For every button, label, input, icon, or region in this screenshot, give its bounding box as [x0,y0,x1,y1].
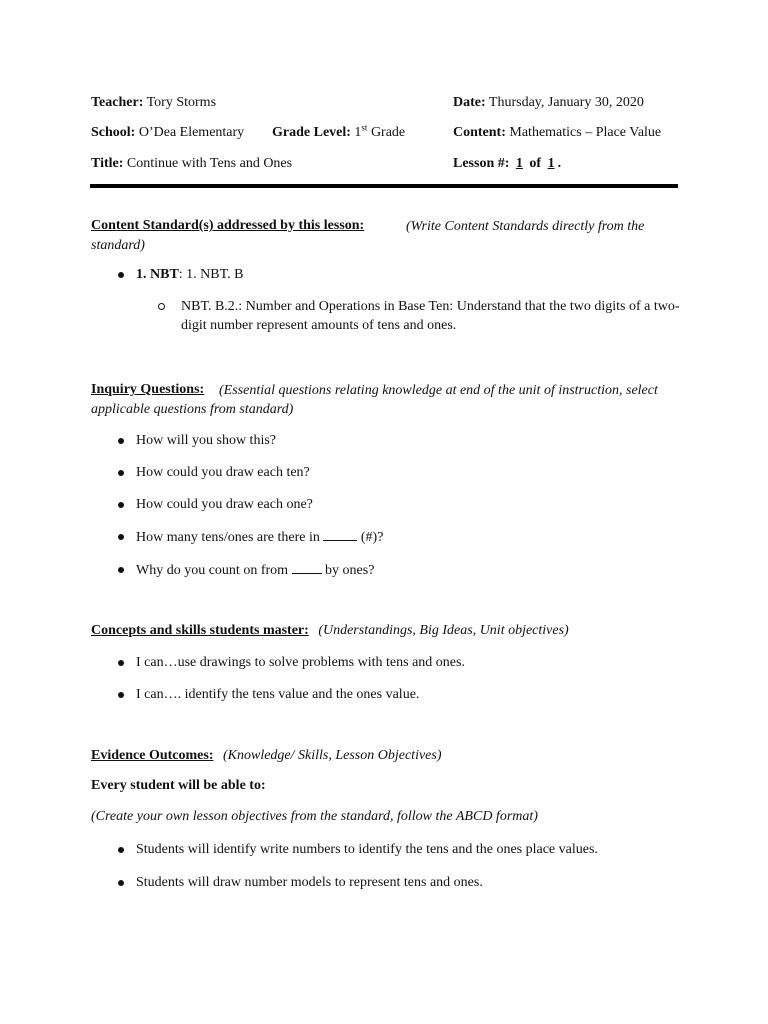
lesson-number-line [453,155,561,173]
content-value: Mathematics – Place Value [509,125,662,140]
bullet-icon [118,847,124,853]
school-label: School: [91,125,136,140]
bullet-icon [118,502,124,508]
bullet-icon [118,534,124,540]
date-line [453,94,644,112]
question-5-start: Why do you count on from [136,563,289,578]
evidence-item-1: Students will identify write numbers to identify the tens and the ones place values. [136,842,598,857]
date-value: Thursday, January 30, 2020 [488,95,644,110]
every-student-heading: Every student will be able to: [91,778,266,793]
grade-word: Grade [370,125,406,140]
inquiry-question-1: How will you show this? [136,433,276,448]
inquiry-heading: Inquiry Questions: [91,382,205,397]
bullet-icon [118,470,124,476]
inquiry-note: (Essential questions relating knowledge at end of the unit of instruction, select applicable questions from standard) [91,383,658,417]
header-divider [90,184,678,188]
concepts-note: (Understandings, Big Ideas, Unit objectives) [318,623,569,638]
lesson-label: Lesson #: [453,156,510,171]
lesson-title: Continue with Tens and Ones [126,156,293,171]
teacher-name: Tory Storms [146,95,217,110]
concept-item-2: I can…. identify the tens value and the ones value. [136,687,420,702]
date-label: Date: [453,95,486,110]
evidence-item-2: Students will draw number models to represent tens and ones. [136,875,483,890]
standards-heading: Content Standard(s) addressed by this lesson: [91,218,365,233]
question-4-start: How many tens/ones are there in [136,530,320,545]
bullet-icon [118,272,124,278]
lesson-total: 1 [547,156,555,171]
grade-suffix: st [361,122,368,133]
evidence-line [91,747,442,765]
inquiry-question-4 [136,528,383,547]
bullet-icon [118,660,124,666]
lesson-period: . [557,156,562,171]
content-line [453,124,661,142]
lesson-number: 1 [515,156,523,171]
inquiry-question-3: How could you draw each one? [136,497,313,512]
bullet-icon [118,438,124,444]
standard-sub-item: NBT. B.2.: Number and Operations in Base Ten: Understand that the two digits of a two-digit number represent amounts of tens and ones. [181,299,680,333]
grade-line [272,124,405,142]
standard-code-rest: : 1. NBT. B [178,267,244,282]
grade-label: Grade Level: [272,125,351,140]
content-label: Content: [453,125,506,140]
teacher-line [91,94,216,112]
question-5-end: by ones? [325,563,375,578]
inquiry-question-5 [136,561,374,580]
concepts-heading: Concepts and skills students master: [91,623,309,638]
inquiry-question-2: How could you draw each ten? [136,465,310,480]
evidence-heading: Evidence Outcomes: [91,748,214,763]
bullet-icon [118,567,124,573]
standards-note: (Write Content Standards directly from the standard) [91,219,645,253]
standard-code: 1. NBT [136,267,179,282]
fill-in-blank [292,561,322,574]
standard-item [136,266,244,284]
question-4-end: (#)? [360,530,384,545]
title-line [91,155,292,173]
school-line [91,124,244,142]
sub-bullet-icon [158,303,165,310]
fill-in-blank [323,528,357,541]
school-name: O’Dea Elementary [138,125,245,140]
grade-number: 1 [354,125,362,140]
bullet-icon [118,880,124,886]
concept-item-1: I can…use drawings to solve problems with tens and ones. [136,655,465,670]
teacher-label: Teacher: [91,95,144,110]
title-label: Title: [91,156,124,171]
evidence-note: (Knowledge/ Skills, Lesson Objectives) [222,748,442,763]
bullet-icon [118,692,124,698]
objectives-instruction: (Create your own lesson objectives from the standard, follow the ABCD format) [91,809,538,824]
concepts-line [91,622,569,640]
lesson-of: of [529,156,542,171]
